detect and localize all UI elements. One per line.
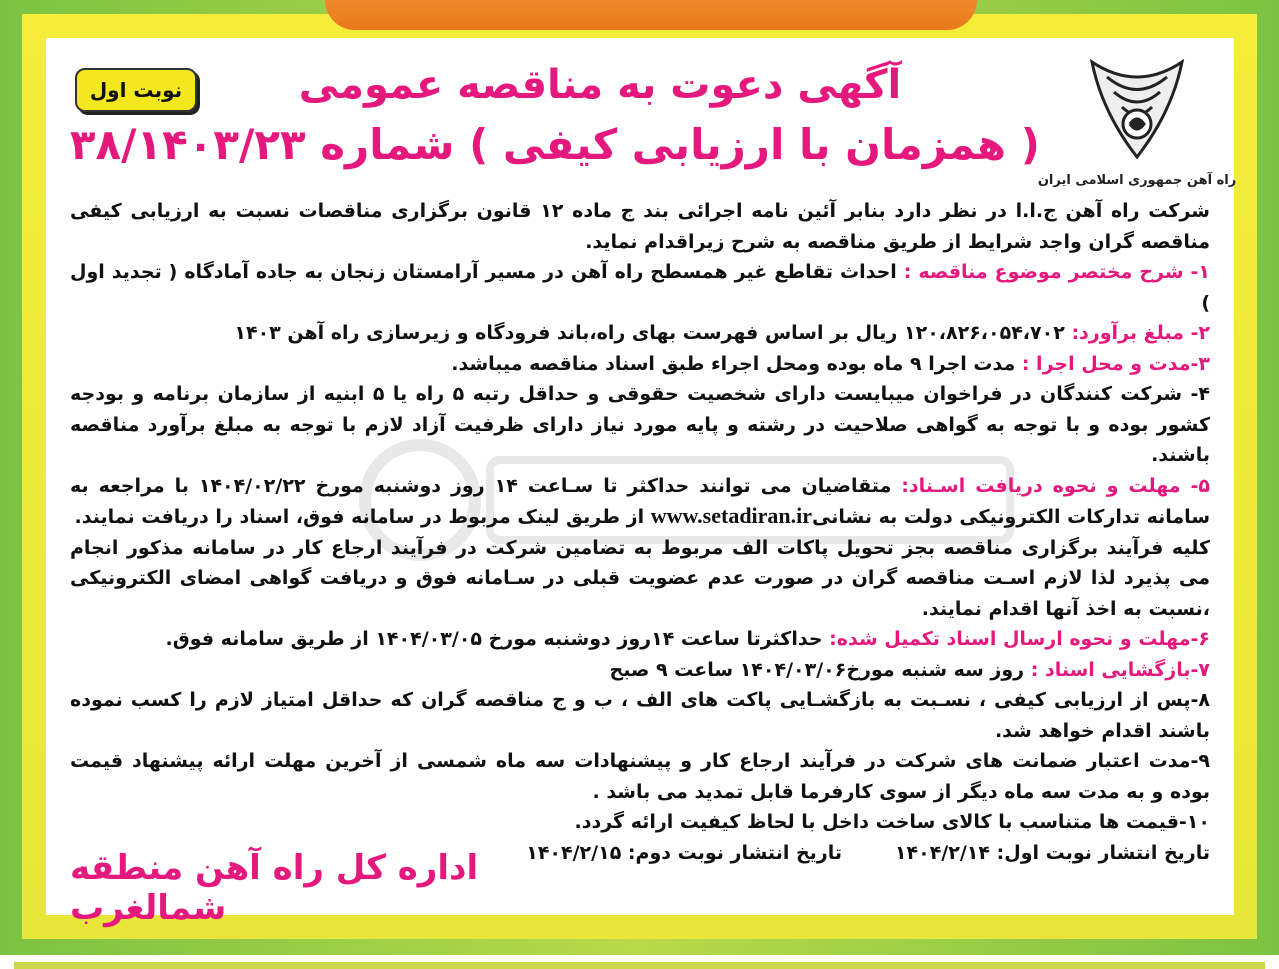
item-3-text: مدت اجرا ۹ ماه بوده ومحل اجراء طبق اسناد مناقصه میباشد. (451, 352, 1022, 375)
notice-subtitle: ( همزمان با ارزیابی کیفی ) شماره ۳۸/۱۴۰۳/۲۳ (69, 120, 1040, 169)
item-6 (70, 624, 1210, 655)
item-7-label: ۷-بازگشایی اسناد : (1030, 658, 1210, 681)
bottom-strip (14, 962, 1265, 969)
setadiran-link[interactable]: www.setadiran.ir (650, 503, 813, 528)
item-6-label: ۶-مهلت و نحوه ارسال اسناد تکمیل شده: (829, 628, 1210, 650)
item-5-text-a: متقاضیان می توانند حداکثر تا سـاعت ۱۴ روز دوشنبه مورخ ۱۴۰۴/۰۲/۲۲ با مراجعه به سامانه تدارکات الکترونیکی دولت به نشانی (70, 474, 1210, 528)
item-1 (70, 257, 1210, 318)
item-5-label: ۵- مهلت و نحوه دریافت اسـناد: (901, 474, 1210, 497)
notice-title: آگهی دعوت به مناقصه عمومی (298, 62, 902, 108)
second-publication-label: تاریخ انتشار نوبت دوم: (627, 841, 842, 864)
turn-badge: نوبت اول (75, 68, 197, 112)
intro-paragraph: شرکت راه آهن ج.ا.ا در نظر دارد بنابر آئین نامه اجرائی بند ج ماده ۱۲ قانون برگزاری مناقصات نسبت به ارزیابی کیفی مناقصه گران واجد شرایط از طریق مناقصه به شرح زیراقدام نماید. (70, 200, 1210, 253)
general-paragraph: کلیه فرآیند برگزاری مناقصه بجز تحویل پاکات الف مربوط به تضامین شرکت در فرآیند ارجاع کار در سامانه مذکور انجام می پذیرد لذا لازم اسـت مناقصه گران در صورت عدم عضویت قبلی در سـامانه فوق و دریافت گواهی امضای الکترونیکی ،نسبت به اخذ آنها اقدام نمایند. (70, 536, 1210, 620)
notice-body (70, 196, 1210, 868)
item-3-label: ۳-مدت و محل اجرا : (1021, 352, 1210, 375)
railway-logo-icon (1037, 52, 1237, 192)
item-2-label: ۲- مبلغ برآورد: (1071, 322, 1210, 344)
item-5 (70, 471, 1210, 533)
item-7 (70, 655, 1210, 686)
item-9: ۹-مدت اعتبار ضمانت های شرکت در فرآیند ارجاع کار و پیشنهادات سه ماه شمسی از آخرین مهلت ارائه پیشنهاد قیمت بوده و به مدت سه ماه دیگر از سوی کارفرما قابل تمدید می باشد . (70, 750, 1210, 803)
top-tab (325, 0, 977, 30)
item-1-text: احداث تقاطع غیر همسطح راه آهن در مسیر آرامستان زنجان به جاده آمادگاه ( تجدید اول ) (70, 261, 1210, 314)
item-8: ۸-پس از ارزیابی کیفی ، نسـبت به بازگشـایی پاکت های الف ، ب و ج مناقصه گران که حداقل امتیاز لازم را کسب نموده باشند اقدام خواهد شد. (70, 689, 1210, 742)
item-10: ۱۰-قیمت ها متناسب با کالای ساخت داخل با لحاظ کیفیت ارائه گردد. (574, 811, 1210, 833)
railway-logo (1037, 52, 1237, 192)
first-publication-date: ۱۴۰۴/۲/۱۴ (894, 841, 990, 864)
item-5-text-b: از طریق لینک مربوط در سامانه فوق، اسناد را دریافت نمایند. (74, 506, 651, 528)
issuer-signature: اداره کل راه آهن منطقه شمالغرب (70, 848, 479, 928)
item-2-text: ۱۲۰،۸۲۶،۰۵۴،۷۰۲ ریال بر اساس فهرست بهای راه،باند فرودگاه و زیرسازی راه آهن ۱۴۰۳ (234, 322, 1072, 344)
item-6-text: حداکثرتا ساعت ۱۴روز دوشنبه مورخ ۱۴۰۴/۰۳/۰۵ از طریق سامانه فوق. (165, 628, 830, 650)
item-3 (70, 349, 1210, 380)
logo-caption: راه آهن جمهوری اسلامی ایران (1037, 173, 1237, 188)
item-7-text: روز سه شنبه مورخ۱۴۰۴/۰۳/۰۶ ساعت ۹ صبح (609, 658, 1031, 681)
second-publication-date: ۱۴۰۴/۲/۱۵ (526, 841, 622, 864)
item-2 (70, 318, 1210, 349)
first-publication-label: تاریخ انتشار نوبت اول: (996, 841, 1210, 864)
item-1-label: ۱- شرح مختصر موضوع مناقصه : (903, 261, 1210, 283)
item-4: ۴- شرکت کنندگان در فراخوان میبایست دارای شخصیت حقوقی و حداقل رتبه ۵ راه یا ۵ ابنیه از سازمان برنامه و بودجه کشور بوده و با توجه به گواهی صلاحیت در رشته و پایه مورد نیاز دارای ظرفیت آزاد لازم با توجه به مبلغ برآورد مناقصه باشند. (70, 383, 1210, 466)
